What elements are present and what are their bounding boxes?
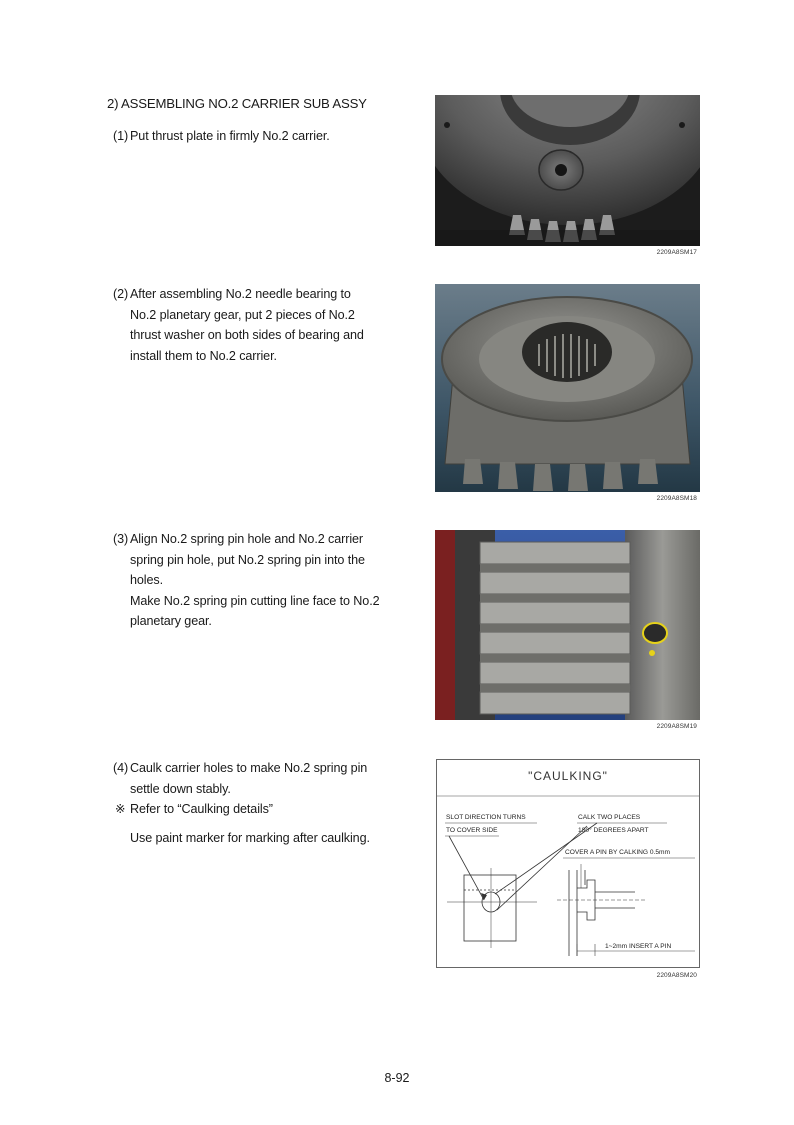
- step-4: [113, 758, 398, 848]
- step-2: [113, 284, 398, 366]
- step-1-number: (1): [113, 129, 129, 143]
- figure-code-2: 2209A8SM18: [656, 495, 697, 502]
- step-2-line: install them to No.2 carrier.: [130, 348, 277, 363]
- step-2-number: (2): [113, 287, 129, 301]
- label-degrees-apart: 180° DEGREES APART: [578, 827, 649, 834]
- step-3-line: spring pin hole, put No.2 spring pin into the: [130, 552, 365, 567]
- figure-code-3: 2209A8SM19: [656, 723, 697, 730]
- step-1: [113, 126, 398, 147]
- step-4-line: settle down stably.: [130, 781, 231, 796]
- label-cover-pin: COVER A PIN BY CALKING 0.5mm: [565, 849, 671, 856]
- page-number: 8-92: [384, 1071, 410, 1085]
- label-slot-direction: SLOT DIRECTION TURNS: [446, 814, 526, 821]
- photo-carrier-thrust-plate: [435, 95, 700, 246]
- step-2-line: No.2 planetary gear, put 2 pieces of No.2: [130, 307, 355, 322]
- label-insert-pin: 1~2mm INSERT A PIN: [605, 943, 672, 950]
- step-4-extra: Use paint marker for marking after caulking.: [130, 830, 370, 845]
- step-3-number: (3): [113, 532, 129, 546]
- note-mark-icon: ※: [115, 802, 126, 816]
- step-4-note: Refer to “Caulking details”: [130, 802, 273, 816]
- label-calk-two-places: CALK TWO PLACES: [578, 814, 641, 821]
- step-4-number: (4): [113, 761, 129, 775]
- step-2-line: thrust washer on both sides of bearing and: [130, 328, 364, 342]
- figure-code-1: 2209A8SM17: [656, 249, 697, 256]
- section-title: 2) ASSEMBLING NO.2 CARRIER SUB ASSY: [107, 96, 367, 111]
- diagram-title: "CAULKING": [528, 769, 608, 783]
- figure-code-4: 2209A8SM20: [656, 972, 697, 979]
- step-4-line: Caulk carrier holes to make No.2 spring pin: [130, 761, 368, 775]
- step-3-line: Align No.2 spring pin hole and No.2 carrier: [130, 532, 364, 546]
- step-3-line: planetary gear.: [130, 614, 212, 628]
- photo-planetary-gear: [435, 284, 700, 492]
- step-3: [113, 529, 398, 632]
- photo-spring-pin: [435, 530, 700, 720]
- step-2-line: After assembling No.2 needle bearing to: [130, 287, 351, 301]
- label-cover-side: TO COVER SIDE: [446, 827, 498, 834]
- step-3-line: Make No.2 spring pin cutting line face to No.2: [130, 593, 380, 608]
- step-3-line: holes.: [130, 573, 164, 587]
- step-1-line: Put thrust plate in firmly No.2 carrier.: [130, 129, 330, 143]
- caulking-diagram: [436, 759, 700, 968]
